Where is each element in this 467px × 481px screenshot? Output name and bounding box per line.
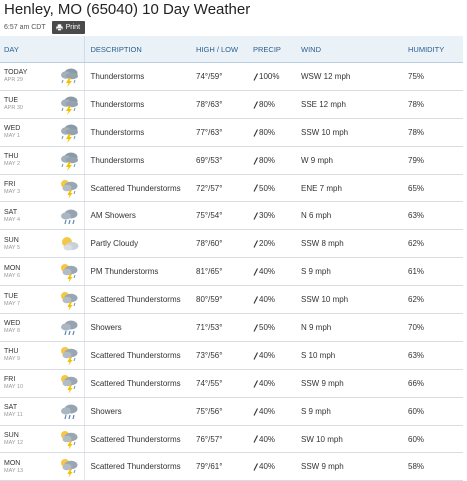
high-temp: 74°	[196, 378, 209, 388]
day-date: APR 29	[4, 77, 23, 84]
day-cell	[0, 202, 56, 230]
day-name: MON	[4, 459, 21, 467]
column-day[interactable]: DAY	[0, 36, 84, 63]
icon-cell	[56, 314, 84, 342]
description-cell: Showers	[84, 314, 196, 342]
day-date: MAY 10	[4, 384, 24, 391]
low-temp: 54°	[210, 211, 223, 221]
humidity-cell: 63%	[408, 202, 463, 230]
column-high-low[interactable]: HIGH / LOW	[196, 36, 253, 63]
day-date: MAY 8	[4, 328, 20, 335]
day-date: MAY 5	[4, 244, 20, 251]
icon-cell	[56, 341, 84, 369]
precip-value: 100%	[259, 71, 280, 81]
day-date: MAY 1	[4, 133, 20, 140]
precip-cell	[253, 369, 301, 397]
table-row[interactable]	[0, 397, 463, 425]
precip-value: 40%	[259, 434, 276, 444]
day-name: THU	[4, 153, 19, 161]
day-cell	[0, 341, 56, 369]
day-cell	[0, 118, 56, 146]
wind-cell: WSW 12 mph	[301, 63, 408, 91]
description-cell: Scattered Thunderstorms	[84, 286, 196, 314]
icon-cell	[56, 90, 84, 118]
description-cell: Scattered Thunderstorms	[84, 174, 196, 202]
icon-cell	[56, 202, 84, 230]
precip-value: 40%	[259, 406, 276, 416]
wind-cell: W 9 mph	[301, 146, 408, 174]
table-row[interactable]	[0, 286, 463, 314]
high-low-cell	[196, 63, 253, 91]
temp-separator: /	[208, 71, 211, 81]
day-date: MAY 7	[4, 300, 20, 307]
raindrop-icon	[253, 184, 258, 192]
high-low-cell	[196, 286, 253, 314]
table-row[interactable]	[0, 202, 463, 230]
day-cell	[0, 230, 56, 258]
raindrop-icon	[253, 435, 258, 443]
precip-cell	[253, 146, 301, 174]
day-date: MAY 2	[4, 161, 20, 168]
wind-cell: S 9 mph	[301, 258, 408, 286]
precip-cell	[253, 314, 301, 342]
icon-cell	[56, 230, 84, 258]
high-low-cell	[196, 369, 253, 397]
wind-cell: SSE 12 mph	[301, 90, 408, 118]
temp-separator: /	[208, 99, 211, 109]
raindrop-icon	[253, 240, 258, 248]
precip-value: 40%	[259, 462, 276, 472]
temp-separator: /	[208, 155, 211, 165]
showers-icon	[58, 400, 80, 422]
wind-cell: SSW 8 mph	[301, 230, 408, 258]
low-temp: 56°	[210, 406, 223, 416]
day-cell	[0, 397, 56, 425]
wind-cell: SSW 9 mph	[301, 369, 408, 397]
raindrop-icon	[253, 129, 258, 137]
day-cell	[0, 63, 56, 91]
update-time: 6:57 am CDT	[4, 24, 46, 31]
table-row[interactable]	[0, 90, 463, 118]
precip-cell	[253, 258, 301, 286]
high-temp: 78°	[196, 99, 209, 109]
temp-separator: /	[208, 183, 211, 193]
temp-separator: /	[208, 350, 211, 360]
precip-value: 80%	[259, 99, 276, 109]
raindrop-icon	[253, 268, 258, 276]
day-name: SUN	[4, 236, 19, 244]
column-description[interactable]: DESCRIPTION	[84, 36, 196, 63]
high-temp: 71°	[196, 322, 209, 332]
day-date: MAY 12	[4, 440, 24, 447]
scattered-thunderstorms-icon	[58, 289, 80, 311]
humidity-cell: 78%	[408, 90, 463, 118]
precip-value: 20%	[259, 239, 276, 249]
precip-cell	[253, 397, 301, 425]
low-temp: 53°	[210, 322, 223, 332]
day-cell	[0, 286, 56, 314]
table-row[interactable]	[0, 258, 463, 286]
day-date: MAY 3	[4, 189, 20, 195]
description-cell: AM Showers	[84, 202, 196, 230]
precip-cell	[253, 90, 301, 118]
thunderstorm-icon	[58, 149, 80, 171]
low-temp: 57°	[210, 434, 223, 444]
column-wind[interactable]: WIND	[301, 36, 408, 63]
high-temp: 80°	[196, 295, 209, 305]
day-cell	[0, 146, 56, 174]
table-row[interactable]	[0, 230, 463, 258]
humidity-cell: 66%	[408, 369, 463, 397]
day-name: THU	[4, 348, 19, 356]
day-cell	[0, 314, 56, 342]
table-row[interactable]	[0, 453, 463, 481]
precip-value: 50%	[259, 183, 276, 193]
day-name: TUE	[4, 97, 18, 105]
high-low-cell	[196, 258, 253, 286]
print-button[interactable]	[52, 21, 85, 34]
precip-cell	[253, 425, 301, 453]
description-cell: Thunderstorms	[84, 63, 196, 91]
description-cell: Scattered Thunderstorms	[84, 453, 196, 481]
high-temp: 73°	[196, 350, 209, 360]
low-temp: 61°	[210, 462, 223, 472]
description-cell: PM Thunderstorms	[84, 258, 196, 286]
day-date: MAY 4	[4, 216, 20, 223]
icon-cell	[56, 146, 84, 174]
icon-cell	[56, 258, 84, 286]
raindrop-icon	[253, 352, 258, 360]
description-cell: Thunderstorms	[84, 118, 196, 146]
temp-separator: /	[208, 406, 211, 416]
day-cell	[0, 453, 56, 481]
raindrop-icon	[253, 380, 258, 388]
icon-cell	[56, 63, 84, 91]
day-cell	[0, 174, 56, 202]
high-low-cell	[196, 230, 253, 258]
column-humidity[interactable]: HUMIDITY	[408, 36, 463, 63]
high-temp: 74°	[196, 71, 209, 81]
day-date: APR 30	[4, 105, 23, 112]
scattered-thunderstorms-icon	[58, 372, 80, 394]
high-temp: 75°	[196, 211, 209, 221]
humidity-cell: 60%	[408, 397, 463, 425]
humidity-cell: 65%	[408, 174, 463, 202]
humidity-cell: 75%	[408, 63, 463, 91]
precip-cell	[253, 230, 301, 258]
day-date: MAY 6	[4, 272, 20, 279]
temp-separator: /	[208, 239, 211, 249]
day-name: SUN	[4, 432, 19, 440]
precip-cell	[253, 63, 301, 91]
icon-cell	[56, 453, 84, 481]
showers-icon	[58, 316, 80, 338]
icon-cell	[56, 286, 84, 314]
day-date: MAY 13	[4, 467, 24, 474]
day-name: SAT	[4, 208, 18, 216]
day-name: SAT	[4, 404, 18, 412]
description-cell: Thunderstorms	[84, 90, 196, 118]
temp-separator: /	[208, 211, 211, 221]
table-row[interactable]	[0, 63, 463, 91]
temp-separator: /	[208, 462, 211, 472]
humidity-cell: 70%	[408, 314, 463, 342]
high-low-cell	[196, 425, 253, 453]
icon-cell	[56, 174, 84, 202]
day-name: MON	[4, 264, 21, 272]
raindrop-icon	[253, 408, 258, 416]
precip-value: 40%	[259, 267, 276, 277]
high-temp: 79°	[196, 462, 209, 472]
description-cell: Showers	[84, 397, 196, 425]
icon-cell	[56, 369, 84, 397]
humidity-cell: 79%	[408, 146, 463, 174]
wind-cell: SSW 10 mph	[301, 286, 408, 314]
raindrop-icon	[253, 73, 258, 81]
temp-separator: /	[208, 267, 211, 277]
high-low-cell	[196, 397, 253, 425]
humidity-cell: 62%	[408, 230, 463, 258]
icon-cell	[56, 425, 84, 453]
precip-value: 30%	[259, 211, 276, 221]
precip-value: 40%	[259, 350, 276, 360]
showers-icon	[58, 205, 80, 227]
high-low-cell	[196, 453, 253, 481]
high-low-cell	[196, 202, 253, 230]
wind-cell: N 6 mph	[301, 202, 408, 230]
low-temp: 60°	[210, 239, 223, 249]
page-title: Henley, MO (65040) 10 Day Weather	[4, 1, 251, 18]
temp-separator: /	[208, 434, 211, 444]
precip-cell	[253, 341, 301, 369]
low-temp: 57°	[210, 183, 223, 193]
scattered-thunderstorms-icon	[58, 344, 80, 366]
humidity-cell: 63%	[408, 341, 463, 369]
low-temp: 63°	[210, 127, 223, 137]
table-row[interactable]	[0, 314, 463, 342]
precip-cell	[253, 202, 301, 230]
high-temp: 81°	[196, 267, 209, 277]
temp-separator: /	[208, 378, 211, 388]
raindrop-icon	[253, 157, 258, 165]
day-cell	[0, 258, 56, 286]
high-low-cell	[196, 314, 253, 342]
day-name: WED	[4, 320, 21, 328]
table-row[interactable]	[0, 341, 463, 369]
low-temp: 55°	[210, 378, 223, 388]
page-header	[0, 0, 467, 36]
day-date: MAY 9	[4, 356, 20, 363]
raindrop-icon	[253, 212, 258, 220]
high-low-cell	[196, 174, 253, 202]
high-temp: 75°	[196, 406, 209, 416]
high-low-cell	[196, 341, 253, 369]
scattered-thunderstorms-icon	[58, 456, 80, 478]
raindrop-icon	[253, 324, 258, 332]
wind-cell: ENE 7 mph	[301, 174, 408, 202]
precip-value: 80%	[259, 155, 276, 165]
forecast-table	[0, 36, 463, 481]
precip-value: 80%	[259, 127, 276, 137]
table-row[interactable]	[0, 174, 463, 202]
raindrop-icon	[253, 463, 258, 471]
humidity-cell: 78%	[408, 118, 463, 146]
description-cell: Partly Cloudy	[84, 230, 196, 258]
icon-cell	[56, 118, 84, 146]
description-cell: Scattered Thunderstorms	[84, 369, 196, 397]
high-temp: 69°	[196, 155, 209, 165]
high-low-cell	[196, 90, 253, 118]
humidity-cell: 62%	[408, 286, 463, 314]
raindrop-icon	[253, 296, 258, 304]
table-row[interactable]	[0, 146, 463, 174]
high-temp: 76°	[196, 434, 209, 444]
precip-cell	[253, 286, 301, 314]
scattered-thunderstorms-icon	[58, 177, 80, 199]
scattered-thunderstorms-icon	[58, 261, 80, 283]
low-temp: 59°	[210, 295, 223, 305]
thunderstorm-icon	[58, 65, 80, 87]
high-temp: 78°	[196, 239, 209, 249]
column-precip[interactable]: PRECIP	[253, 36, 301, 63]
day-name: TODAY	[4, 69, 28, 77]
thunderstorm-icon	[58, 121, 80, 143]
precip-value: 40%	[259, 378, 276, 388]
day-name: FRI	[4, 181, 16, 188]
raindrop-icon	[253, 101, 258, 109]
table-header-row	[0, 36, 463, 63]
description-cell: Thunderstorms	[84, 146, 196, 174]
table-row[interactable]	[0, 118, 463, 146]
low-temp: 65°	[210, 267, 223, 277]
wind-cell: S 10 mph	[301, 341, 408, 369]
temp-separator: /	[208, 127, 211, 137]
icon-cell	[56, 397, 84, 425]
description-cell: Scattered Thunderstorms	[84, 425, 196, 453]
temp-separator: /	[208, 295, 211, 305]
thunderstorm-icon	[58, 93, 80, 115]
precip-cell	[253, 118, 301, 146]
high-temp: 72°	[196, 183, 209, 193]
humidity-cell: 58%	[408, 453, 463, 481]
temp-separator: /	[208, 322, 211, 332]
high-low-cell	[196, 146, 253, 174]
low-temp: 59°	[210, 71, 223, 81]
day-cell	[0, 369, 56, 397]
humidity-cell: 61%	[408, 258, 463, 286]
day-cell	[0, 90, 56, 118]
table-row[interactable]	[0, 425, 463, 453]
wind-cell: SSW 10 mph	[301, 118, 408, 146]
printer-icon	[56, 24, 63, 31]
table-row[interactable]	[0, 369, 463, 397]
precip-value: 50%	[259, 322, 276, 332]
day-date: MAY 11	[4, 412, 23, 419]
day-name: WED	[4, 125, 21, 133]
high-temp: 77°	[196, 127, 209, 137]
wind-cell: SSW 9 mph	[301, 453, 408, 481]
low-temp: 56°	[210, 350, 223, 360]
humidity-cell: 60%	[408, 425, 463, 453]
scattered-thunderstorms-icon	[58, 428, 80, 450]
header-subline	[4, 21, 467, 34]
day-cell	[0, 425, 56, 453]
precip-cell	[253, 453, 301, 481]
print-label: Print	[65, 24, 81, 31]
day-name: TUE	[4, 292, 18, 300]
high-low-cell	[196, 118, 253, 146]
precip-cell	[253, 174, 301, 202]
low-temp: 63°	[210, 99, 223, 109]
wind-cell: SW 10 mph	[301, 425, 408, 453]
wind-cell: N 9 mph	[301, 314, 408, 342]
precip-value: 40%	[259, 295, 276, 305]
low-temp: 53°	[210, 155, 223, 165]
partly-cloudy-icon	[58, 233, 80, 255]
description-cell: Scattered Thunderstorms	[84, 341, 196, 369]
wind-cell: S 9 mph	[301, 397, 408, 425]
day-name: FRI	[4, 376, 16, 384]
